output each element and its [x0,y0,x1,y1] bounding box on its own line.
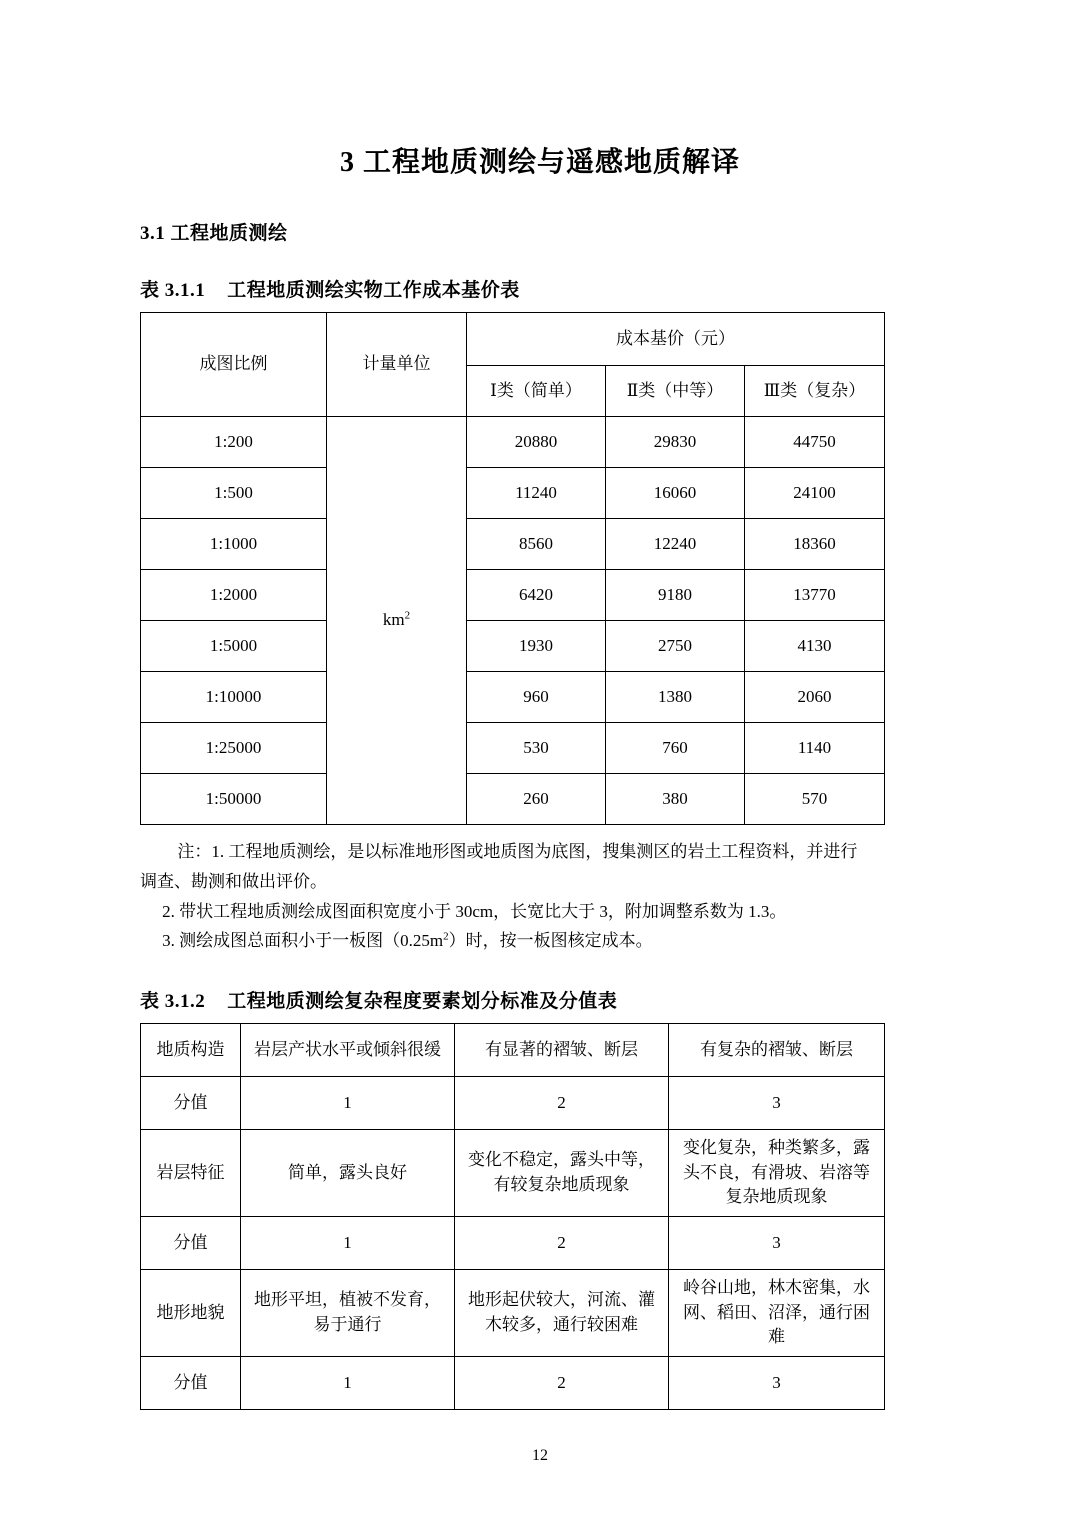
table-2-caption-number: 表 3.1.2 [140,991,206,1012]
cell-level-3: 3 [669,1356,885,1409]
cell-value: 44750 [745,417,885,468]
cell-level-3: 3 [669,1077,885,1130]
cell-level-2: 2 [455,1077,669,1130]
note-line-3: 2. 带状工程地质测绘成图面积宽度小于 30cm，长宽比大于 3，附加调整系数为 1.3。 [162,901,787,921]
cell-level-3: 有复杂的褶皱、断层 [669,1024,885,1077]
page-title: 3 工程地质测绘与遥感地质解译 [339,147,740,178]
cell-level-1: 1 [241,1216,455,1269]
row-label: 分值 [141,1356,241,1409]
note-line-2: 调查、勘测和做出评价。 [140,871,327,891]
cell-scale: 1:500 [141,468,327,519]
table-row [141,672,885,723]
table-row [141,1356,885,1409]
cell-level-1: 岩层产状水平或倾斜很缓 [241,1024,455,1077]
cell-value: 20880 [467,417,606,468]
note-line-4: 3. 测绘成图总面积小于一板图$(0.25m^2)$时，按一板图核定成本。 [162,930,653,951]
cell-level-3: 3 [669,1216,885,1269]
cell-scale: 1:25000 [141,723,327,774]
cell-level-1: 1 [241,1356,455,1409]
cell-level-1: 1 [241,1077,455,1130]
row-label: 分值 [141,1077,241,1130]
cell-value: 960 [467,672,606,723]
page-number: 12 [532,1447,548,1464]
table-row [141,621,885,672]
cell-scale: 1:10000 [141,672,327,723]
table-row [141,1130,885,1217]
table-row [141,417,885,468]
cell-value: 760 [606,723,745,774]
complexity-factor-table [140,1023,885,1410]
table-row [141,570,885,621]
table-row [141,774,885,825]
cell-value: 570 [745,774,885,825]
row-label: 地质构造 [141,1024,241,1077]
header-scale: 成图比例 [141,313,327,417]
cell-level-3: 岭谷山地，林木密集，水网、稻田、沼泽，通行困难 [669,1269,885,1356]
cell-value: 9180 [606,570,745,621]
cell-value: 380 [606,774,745,825]
table-2-caption [140,986,940,1013]
cell-value: 2750 [606,621,745,672]
row-label: 地形地貌 [141,1269,241,1356]
cell-level-3: 变化复杂，种类繁多，露头不良，有滑坡、岩溶等复杂地质现象 [669,1130,885,1217]
cell-value: 8560 [467,519,606,570]
table-1-caption-text: 工程地质测绘实物工作成本基价表 [227,280,520,301]
cell-value: 13770 [745,570,885,621]
cell-value: 4130 [745,621,885,672]
table-1-caption-number: 表 3.1.1 [140,280,206,301]
cell-level-2: 有显著的褶皱、断层 [455,1024,669,1077]
cell-value: 6420 [467,570,606,621]
cell-value: 1140 [745,723,885,774]
table-row [141,1269,885,1356]
section-heading: 3.1 工程地质测绘 [140,223,288,244]
cell-scale: 1:200 [141,417,327,468]
table-row [141,1024,885,1077]
header-unit: 计量单位 [327,313,467,417]
cost-base-price-table [140,312,885,825]
table-row [141,1077,885,1130]
cell-unit: $km^2$ [327,417,467,825]
cell-value: 11240 [467,468,606,519]
cell-value: 1380 [606,672,745,723]
table-row [141,723,885,774]
cell-value: 530 [467,723,606,774]
row-label: 分值 [141,1216,241,1269]
table-row [141,1216,885,1269]
note-line-1: 注：1. 工程地质测绘，是以标准地形图或地质图为底图，搜集测区的岩土工程资料，并进行 [177,842,858,861]
table-row [141,519,885,570]
table-row [141,468,885,519]
cell-value: 16060 [606,468,745,519]
cell-scale: 1:1000 [141,519,327,570]
table-1-notes [140,837,940,956]
header-cost-group: 成本基价（元） [467,313,885,366]
cell-level-1: 简单，露头良好 [241,1130,455,1217]
cell-value: 1930 [467,621,606,672]
table-1-caption [140,275,940,302]
cell-value: 29830 [606,417,745,468]
cell-scale: 1:5000 [141,621,327,672]
header-class-1: Ⅰ类（简单） [467,366,606,417]
cell-value: 18360 [745,519,885,570]
table-2-caption-text: 工程地质测绘复杂程度要素划分标准及分值表 [227,991,618,1012]
cell-value: 24100 [745,468,885,519]
cell-level-2: 2 [455,1216,669,1269]
cell-level-1: 地形平坦，植被不发育，易于通行 [241,1269,455,1356]
cell-scale: 1:50000 [141,774,327,825]
cell-value: 2060 [745,672,885,723]
row-label: 岩层特征 [141,1130,241,1217]
header-class-3: Ⅲ类（复杂） [745,366,885,417]
cell-level-2: 变化不稳定，露头中等，有较复杂地质现象 [455,1130,669,1217]
cell-value: 12240 [606,519,745,570]
cell-scale: 1:2000 [141,570,327,621]
table-row [141,313,885,366]
cell-value: 260 [467,774,606,825]
cell-level-2: 地形起伏较大，河流、灌木较多，通行较困难 [455,1269,669,1356]
page-content [140,0,940,1410]
cell-level-2: 2 [455,1356,669,1409]
header-class-2: Ⅱ类（中等） [606,366,745,417]
